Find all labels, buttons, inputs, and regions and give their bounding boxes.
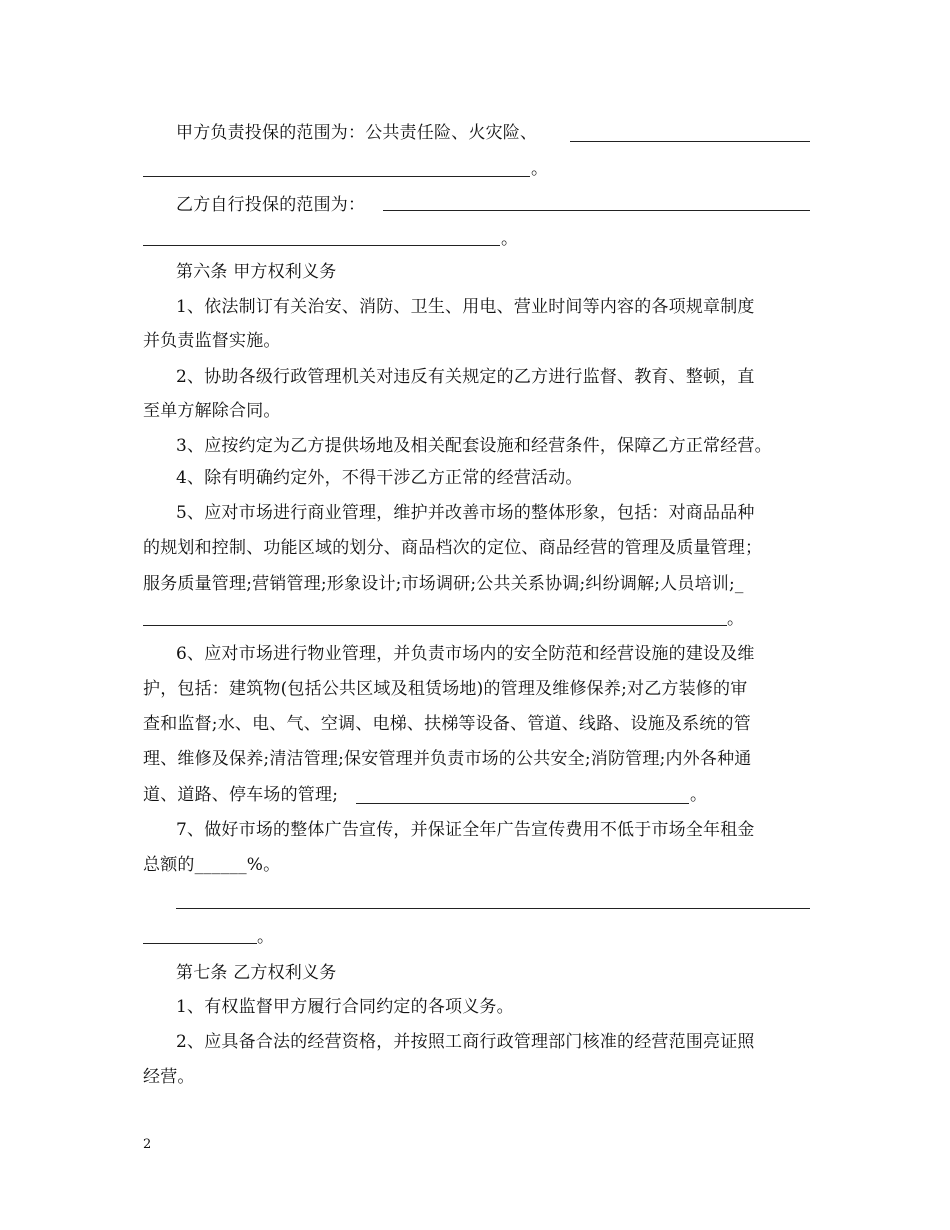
article-7-item-2: 2、应具备合法的经营资格，并按照工商行政管理部门核准的经营范围亮证照 xyxy=(176,1032,755,1052)
blank-line xyxy=(383,210,810,211)
blank-line xyxy=(143,625,727,626)
blank-line xyxy=(356,803,689,804)
article-6-item-7-cont: 总额的______%。 xyxy=(143,855,281,875)
article-6-item-5: 5、应对市场进行商业管理，维护并改善市场的整体形象，包括：对商品品种 xyxy=(176,503,755,523)
period: 。 xyxy=(727,609,745,629)
article-6-item-6-cont-3: 理、维修及保养;清洁管理;保安管理并负责市场的公共安全;消防管理;内外各种通 xyxy=(143,749,752,769)
page-number: 2 xyxy=(143,1137,152,1152)
period: 。 xyxy=(690,785,708,805)
article-6-item-6: 6、应对市场进行物业管理，并负责市场内的安全防范和经营设施的建设及维 xyxy=(176,644,755,664)
paragraph-party-b-insurance: 乙方自行投保的范围为： xyxy=(176,195,366,215)
article-6-item-6-cont-1: 护，包括：建筑物(包括公共区域及租赁场地)的管理及维修保养;对乙方装修的审 xyxy=(143,679,748,699)
paragraph-party-a-insurance: 甲方负责投保的范围为：公共责任险、火灾险、 xyxy=(176,123,538,143)
article-6-item-1-cont: 并负责监督实施。 xyxy=(143,331,281,351)
blank-line xyxy=(570,141,810,142)
article-7-heading: 第七条 乙方权利义务 xyxy=(176,963,337,983)
article-6-item-6-cont-4: 道、道路、停车场的管理; xyxy=(143,785,339,805)
article-7-item-2-cont: 经营。 xyxy=(143,1067,195,1087)
period: 。 xyxy=(257,927,275,947)
article-6-item-5-cont-1: 的规划和控制、功能区域的划分、商品档次的定位、商品经营的管理及质量管理； xyxy=(143,538,763,558)
blank-line xyxy=(176,908,810,909)
article-6-heading: 第六条 甲方权利义务 xyxy=(176,262,337,282)
blank-line xyxy=(143,245,500,246)
article-6-item-5-cont-2: 服务质量管理;营销管理;形象设计;市场调研;公共关系协调;纠纷调解;人员培训;_ xyxy=(143,574,744,594)
article-6-item-4: 4、除有明确约定外，不得干涉乙方正常的经营活动。 xyxy=(176,468,583,488)
blank-line xyxy=(143,176,530,177)
article-6-item-2: 2、协助各级行政管理机关对违反有关规定的乙方进行监督、教育、整顿，直 xyxy=(176,367,755,387)
article-6-item-7: 7、做好市场的整体广告宣传，并保证全年广告宣传费用不低于市场全年租金 xyxy=(176,820,755,840)
article-7-item-1: 1、有权监督甲方履行合同约定的各项义务。 xyxy=(176,997,514,1017)
article-6-item-3: 3、应按约定为乙方提供场地及相关配套设施和经营条件，保障乙方正常经营。 xyxy=(176,436,772,456)
article-6-item-2-cont: 至单方解除合同。 xyxy=(143,401,281,421)
article-6-item-1: 1、依法制订有关治安、消防、卫生、用电、营业时间等内容的各项规章制度 xyxy=(176,297,755,317)
period: 。 xyxy=(531,159,549,179)
blank-line xyxy=(143,943,257,944)
period: 。 xyxy=(501,229,519,249)
article-6-item-6-cont-2: 查和监督;水、电、气、空调、电梯、扶梯等设备、管道、线路、设施及系统的管 xyxy=(143,714,751,734)
